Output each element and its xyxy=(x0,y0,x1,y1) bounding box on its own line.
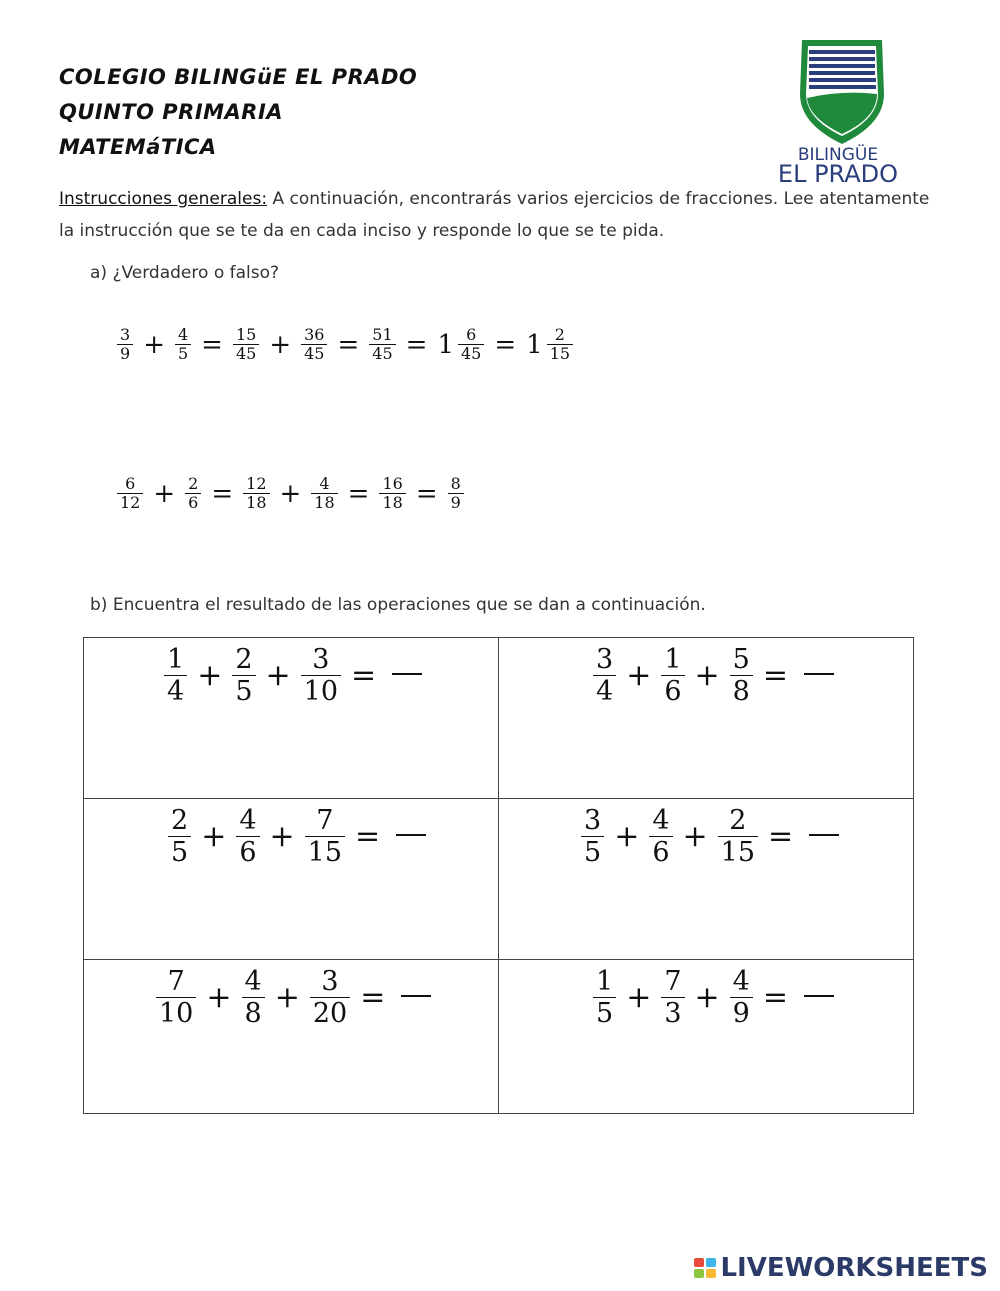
logo-text-line2: EL PRADO xyxy=(777,160,899,187)
section-b-label: b) Encuentra el resultado de las operaciones que se dan a continuación. xyxy=(90,595,706,615)
fraction: $\frac{15}{45}$ xyxy=(233,326,259,364)
fraction: $\frac{3}{10}$ xyxy=(301,644,341,707)
fraction: $\frac{7}{15}$ xyxy=(305,805,345,868)
operation-cell[interactable] xyxy=(499,960,914,1114)
plus-sign: + xyxy=(626,658,652,694)
instructions-lead: Instrucciones generales: xyxy=(59,189,268,209)
plus-sign: + xyxy=(614,819,640,855)
equals-sign: = xyxy=(762,980,788,1016)
operation-cell[interactable] xyxy=(499,638,914,799)
equals-sign: = xyxy=(355,819,381,855)
whole-number: 1 xyxy=(437,329,454,360)
fraction: $\frac{12}{18}$ xyxy=(243,475,269,513)
fraction: $\frac{3}{5}$ xyxy=(581,805,604,868)
fraction: $\frac{51}{45}$ xyxy=(369,326,395,364)
fraction: $\frac{4}{6}$ xyxy=(236,805,259,868)
liveworksheets-brand[interactable] xyxy=(694,1253,988,1283)
answer-blank[interactable] xyxy=(392,673,422,675)
equals-sign: = xyxy=(351,658,377,694)
equals-sign: = xyxy=(201,329,223,360)
answer-blank[interactable] xyxy=(401,995,431,997)
plus-sign: + xyxy=(626,980,652,1016)
operation-2 xyxy=(589,644,834,707)
fraction: $\frac{2}{5}$ xyxy=(232,644,255,707)
fraction: $\frac{3}{4}$ xyxy=(593,644,616,707)
plus-sign: + xyxy=(694,658,720,694)
fraction: $\frac{5}{8}$ xyxy=(730,644,753,707)
section-a-label: a) ¿Verdadero o falso? xyxy=(90,263,280,283)
fraction: $\frac{4}{9}$ xyxy=(730,966,753,1029)
plus-sign: + xyxy=(153,478,176,509)
grade-label: QUINTO PRIMARIA xyxy=(59,100,284,124)
fraction: $\frac{8}{9}$ xyxy=(448,475,464,513)
operation-5 xyxy=(152,966,431,1029)
operation-cell[interactable] xyxy=(84,960,499,1114)
fraction: $\frac{36}{45}$ xyxy=(301,326,327,364)
equals-sign: = xyxy=(211,478,234,509)
plus-sign: + xyxy=(197,658,223,694)
equals-sign: = xyxy=(494,329,517,360)
fraction: $\frac{3}{9}$ xyxy=(117,326,133,364)
school-logo xyxy=(752,32,922,187)
equals-sign: = xyxy=(337,329,360,360)
fraction: $\frac{1}{4}$ xyxy=(164,644,187,707)
liveworksheets-logo-icon xyxy=(694,1258,716,1278)
equals-sign: = xyxy=(762,658,788,694)
plus-sign: + xyxy=(682,819,708,855)
equals-sign: = xyxy=(360,980,386,1016)
operations-table xyxy=(83,637,914,1114)
plus-sign: + xyxy=(694,980,720,1016)
fraction: $\frac{2}{6}$ xyxy=(185,475,201,513)
plus-sign: + xyxy=(143,329,165,360)
equals-sign: = xyxy=(347,478,370,509)
general-instructions xyxy=(59,183,939,247)
fraction: $\frac{3}{20}$ xyxy=(310,966,350,1029)
equals-sign: = xyxy=(768,819,794,855)
fraction: $\frac{4}{6}$ xyxy=(649,805,672,868)
true-false-equation-1 xyxy=(113,326,577,364)
whole-number: 1 xyxy=(526,329,543,360)
fraction: $\frac{2}{15}$ xyxy=(547,326,573,364)
plus-sign: + xyxy=(206,980,232,1016)
plus-sign: + xyxy=(269,329,292,360)
plus-sign: + xyxy=(265,658,291,694)
logo-text-line1: BILINGÜE xyxy=(797,145,879,165)
fraction: $\frac{16}{18}$ xyxy=(379,475,405,513)
plus-sign: + xyxy=(274,980,300,1016)
brand-text: LIVEWORKSHEETS xyxy=(720,1253,988,1283)
worksheet-header xyxy=(59,60,417,165)
fraction: $\frac{2}{15}$ xyxy=(718,805,758,868)
subject-label: MATEMáTICA xyxy=(59,135,217,159)
operation-3 xyxy=(164,805,426,868)
true-false-equation-2 xyxy=(113,475,468,513)
fraction: $\frac{4}{18}$ xyxy=(311,475,337,513)
fraction: $\frac{4}{5}$ xyxy=(175,326,191,364)
fraction: $\frac{1}{5}$ xyxy=(593,966,616,1029)
fraction: $\frac{6}{45}$ xyxy=(458,326,484,364)
equals-sign: = xyxy=(415,478,438,509)
operation-1 xyxy=(160,644,422,707)
plus-sign: + xyxy=(279,478,302,509)
fraction: $\frac{2}{5}$ xyxy=(168,805,191,868)
school-name: COLEGIO BILINGüE EL PRADO xyxy=(59,65,418,89)
operation-6 xyxy=(589,966,834,1029)
fraction: $\frac{7}{10}$ xyxy=(156,966,196,1029)
fraction: $\frac{7}{3}$ xyxy=(661,966,684,1029)
operation-cell[interactable] xyxy=(499,799,914,960)
answer-blank[interactable] xyxy=(804,995,834,997)
operation-cell[interactable] xyxy=(84,799,499,960)
equals-sign: = xyxy=(405,329,428,360)
fraction: $\frac{4}{8}$ xyxy=(242,966,265,1029)
fraction: $\frac{6}{12}$ xyxy=(117,475,143,513)
plus-sign: + xyxy=(201,819,227,855)
operation-cell[interactable] xyxy=(84,638,499,799)
answer-blank[interactable] xyxy=(804,673,834,675)
answer-blank[interactable] xyxy=(396,834,426,836)
fraction: $\frac{1}{6}$ xyxy=(661,644,684,707)
plus-sign: + xyxy=(269,819,295,855)
instructions-text: A continuación, encontrarás varios ejercicios de fracciones. Lee atentamente la instrucción que se te da en cada inciso y responde lo que se te pida. xyxy=(59,189,930,241)
operation-4 xyxy=(577,805,839,868)
answer-blank[interactable] xyxy=(809,834,839,836)
